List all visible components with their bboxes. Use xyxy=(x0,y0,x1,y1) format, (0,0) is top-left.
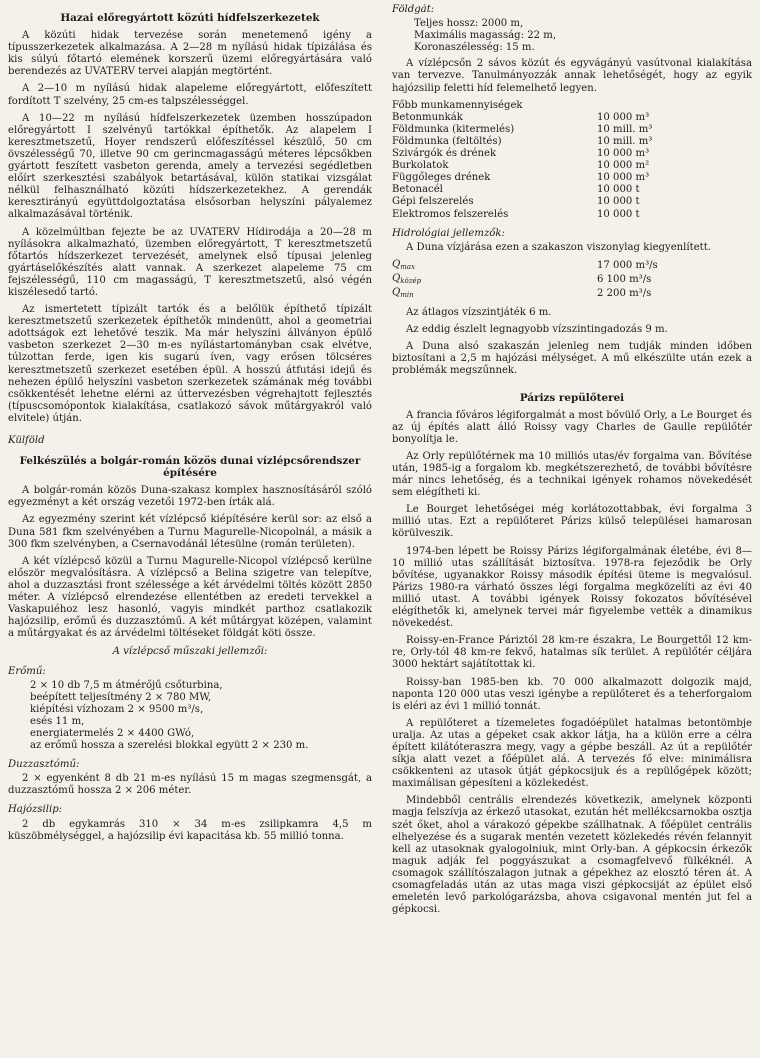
flow-symbol xyxy=(392,273,597,287)
flow-symbol xyxy=(392,259,597,273)
article-title-bridges: Hazai előregyártott közúti hídfelszerkezetek xyxy=(60,12,320,24)
paragraph: Roissy-en-France Páriztól 28 km-re északra, Le Bourgettől 12 km-re, Orly-tól 48 km-re fekvő, hatalmas sík terület. A repülőtér céljára 3000 hektárt sajátítottak ki. xyxy=(392,635,752,671)
paragraph: Az átlagos vízszintjáték 6 m. xyxy=(406,307,552,319)
flow-symbol-subscript: közép xyxy=(400,276,422,285)
section-rubric: Külföld xyxy=(8,435,45,446)
paragraph: A Duna vízjárása ezen a szakaszon viszonylag kiegyenlített. xyxy=(406,241,711,253)
table-row xyxy=(392,273,752,287)
flows-table xyxy=(392,259,752,301)
hydrology-heading: Hidrológiai jellemzők: xyxy=(392,227,505,239)
table-row xyxy=(392,124,752,136)
table-row xyxy=(392,287,752,301)
table-row xyxy=(392,184,752,196)
list-item: Koronaszélesség: 15 m. xyxy=(414,42,535,54)
paragraph: 2 × egyenként 8 db 21 m-es nyílású 15 m magas szegmensgát, a duzzasztómű hossza 2 × 206 méter. xyxy=(8,773,372,797)
list-item: Teljes hossz: 2000 m, xyxy=(414,18,524,30)
article-title-danube: Felkészülés a bolgár-román közös dunai vízlépcsőrendszer építésére xyxy=(19,455,361,480)
quantities-heading: Főbb munkamennyiségek xyxy=(392,99,523,111)
weir-heading: Duzzasztómű: xyxy=(8,759,80,771)
quantity-value: 10 000 m³ xyxy=(597,172,650,184)
table-row xyxy=(392,209,752,221)
paragraph: Mindebből centrális elrendezés következik, amelynek központi magja felszívja az érkező utasokat, ezután hét mellékcsarnokba osztja szét őket, ahol a várakozó gépekbe szállhatnak. A főépület centrális elhelyezése és a sugarak mentén vezetett közlekedés révén felannyit kell az utasoknak gyalogolniuk, mint Orly-ban. A gépkocsin érkezők maguk adják fel poggyászukat a csomagfelvevő fülkéknél. A csomagok szállítószalagon jutnak a gépekhez az elosztó téren át. A csomagfeladás után az utas maga viszi gépkocsiját az épület első emeletén levő parkológarázsba, ahova csigavonal mentén jut fel a gépkocsi. xyxy=(392,795,752,916)
paragraph: A 10—22 m nyílású hídfelszerkezetek üzemben hosszúpadon előregyártott I szelvényű tartókkal építhetők. Az alapelem I keresztmetszetű, Hoyer rendszerű előfeszítéssel készülő, 50 cm övszélességű 70, illetve 90 cm gerincmagasságú méteres lépcsőkben gyártott feszített vasbeton gerenda, amely a tervezési segédletben előírt szerkesztési szabályok betartásával, külön statikai vizsgálat nélkül felhasználható közúti hídszerkezetekhez. A gerendák keresztirányú együttdolgoztatása elsősorban helyszíni pályalemez alkalmazásával történik. xyxy=(8,112,372,221)
flow-symbol-letter: Q xyxy=(392,286,401,298)
list-item: 2 × 10 db 7,5 m átmérőjű csőturbina, xyxy=(30,679,223,691)
list-item: esés 11 m, xyxy=(30,715,85,727)
paragraph: A vízlépcsőn 2 sávos közút és egyvágányú vasútvonal kialakítása van tervezve. Tanulmányozzák annak lehetőségét, hogy az egyik hajózsilip feletti híd felemelhető legyen. xyxy=(392,58,752,94)
lock-heading: Hajózsilip: xyxy=(8,804,63,816)
list-item: energiatermelés 2 × 4400 GWó, xyxy=(30,727,195,739)
power-plant-list xyxy=(30,680,372,753)
earth-dam-list xyxy=(414,18,752,54)
list-item: Maximális magasság: 22 m, xyxy=(414,30,557,42)
specs-heading: A vízlépcső műszaki jellemzői: xyxy=(112,646,268,658)
paragraph: Roissy-ban 1985-ben kb. 70 000 alkalmazott dolgozik majd, naponta 120 000 utas veszi igénybe a repülőteret és a teherforgalom is eléri az évi 1 millió tonnát. xyxy=(392,676,752,712)
right-column xyxy=(380,4,760,1058)
list-item: az erőmű hossza a szerelési blokkal együtt 2 × 230 m. xyxy=(30,740,309,752)
flow-symbol-letter: Q xyxy=(392,258,401,270)
quantities-table xyxy=(392,112,752,221)
quantity-value: 10 mill. m³ xyxy=(597,123,653,135)
quantity-label: Gépi felszerelés xyxy=(392,196,474,208)
quantity-value: 10 000 m³ xyxy=(597,111,650,123)
table-row xyxy=(392,148,752,160)
quantity-label: Függőleges drének xyxy=(392,172,491,184)
paragraph: 2 db egykamrás 310 × 34 m-es zsilipkamra 4,5 m küszöbmélységgel, a hajózsilip évi kapacitása kb. 55 millió tonna. xyxy=(8,818,372,842)
paragraph: A két vízlépcső közül a Turnu Magurelle-Nicopol vízlépcső kerülne először megvalósításra. A vízlépcső a Belina szigetre van telepítve, ahol a duzzasztási front szélessége a két árvédelmi töltés között 2850 méter. A vízlépcső elrendezése ellentétben az eredeti tervekkel a Vaskapuiéhoz lesz hasonló, vagyis mindkét parthoz csatlakozik hajózsilip, erőmű és duzzasztómű. A két műtárgyat középen, valamint a műtárgyakat és az árvédelmi töltéseket földgát köti össze. xyxy=(8,555,372,640)
quantity-label: Szivárgók és drének xyxy=(392,148,497,160)
paragraph: 1974-ben lépett be Roissy Párizs légiforgalmának életébe, évi 8—10 millió utas szállítását biztosítva. 1978-ra fejeződik be Orly bővítése, ugyanakkor Roissy második építési üteme is megvalósul. Párizs 1980-ra várható összes légi forgalma megközelíti az évi 40 millió utast. A további igények Roissy fokozatos bővítésével elégíthetők ki, amelynek tervei már figyelembe vették a dinamikus növekedést. xyxy=(392,545,752,630)
flow-value: 6 100 m³/s xyxy=(597,273,652,285)
quantity-value: 10 000 m² xyxy=(597,160,650,172)
earth-dam-heading: Földgát: xyxy=(392,4,435,15)
quantity-label: Elektromos felszerelés xyxy=(392,208,509,220)
quantity-label: Földmunka (kitermelés) xyxy=(392,123,515,135)
list-item: kiépítési vízhozam 2 × 9500 m³/s, xyxy=(30,703,204,715)
quantity-value: 10 000 m³ xyxy=(597,148,650,160)
flow-symbol-letter: Q xyxy=(392,272,401,284)
left-column xyxy=(0,4,380,1058)
list-item: beépített teljesítmény 2 × 780 MW, xyxy=(30,691,212,703)
paragraph: Az Orly repülőtérnek ma 10 milliós utas/év forgalma van. Bővítése után, 1985-ig a forgalom kb. megkétszerezhető, de további bővítésre már nincs lehetőség, és a technikai igények rohamos növekedését sem elégítheti ki. xyxy=(392,450,752,499)
quantity-value: 10 000 t xyxy=(597,208,640,220)
table-row xyxy=(392,112,752,124)
flow-symbol-subscript: min xyxy=(400,290,414,299)
article-title-paris: Párizs repülőterei xyxy=(519,391,625,404)
paragraph: A francia főváros légiforgalmát a most bővülő Orly, a Le Bourget és az új építés alatt álló Roissy vagy Charles de Gaulle repülőtér bonyolítja le. xyxy=(392,409,752,445)
table-row xyxy=(392,136,752,148)
paragraph: A 2—10 m nyílású hidak alapeleme előregyártott, előfeszített fordított T szelvény, 25 cm-es talpszélességgel. xyxy=(8,83,372,107)
paragraph: Le Bourget lehetőségei még korlátozottabbak, évi forgalma 3 millió utas. Ezt a repülőteret Párizs külső települései hamarosan körülveszik. xyxy=(392,504,752,540)
flow-symbol-subscript: max xyxy=(400,262,416,271)
paragraph: A bolgár-román közös Duna-szakasz komplex hasznosításáról szóló egyezményt a két ország vezetői 1972-ben írták alá. xyxy=(8,485,372,509)
power-plant-heading: Erőmű: xyxy=(8,665,46,677)
table-row xyxy=(392,259,752,273)
quantity-label: Földmunka (feltöltés) xyxy=(392,135,502,147)
quantity-label: Betonmunkák xyxy=(392,111,463,123)
paragraph: Az ismertetett típizált tartók és a belőlük építhető típizált keresztmetszetű szerkezetek építhetők mindenütt, ahol a geometriai adottságok ezt lehetővé teszik. Ma már helyszíni állványon épülő vasbeton szerkezet 2—30 m-es nyílástartományban csak elvétve, túlzottan ferde, igen kis sugarú íven, vagy erősen tölcséres keresztmetszetű szerkezet esetében épül. A hosszú átfutási idejű és nehezen épülő helyszíni vasbeton szerkezetek számának még további csökkentését lehetne elérni az úttervezésben végrehajtott fejlesztés (típuscsomópontok kialakítása, csatlakozó sávok műtárgyakról való elvitele) útján. xyxy=(8,304,372,424)
quantity-value: 10 000 t xyxy=(597,196,640,208)
paragraph: A repülőteret a tízemeletes fogadóépület hatalmas betontömbje uralja. Az utas a gépeket csak akkor látja, ha a külön erre a célra épített kilátóteraszra megy, vagy a gépbe beszáll. Az út a repülőtér síkja alatt vezet a főépület alá. A tervezés fő elve: minimálisra csökkenteni az utasok útját gépkocsijuk és a repülőgépek között; maximálisan gépesíteni a közlekedést. xyxy=(392,717,752,790)
flow-value: 2 200 m³/s xyxy=(597,287,652,299)
flow-value: 17 000 m³/s xyxy=(597,259,658,271)
quantity-label: Burkolatok xyxy=(392,160,449,172)
paragraph: Az egyezmény szerint két vízlépcső kiépítésére kerül sor: az első a Duna 581 fkm szelvényében a Turnu Magurelle-Nicopolnál, a másik a 300 fkm szelvényben, a Csernavodánál létesülne (román területen). xyxy=(8,514,372,550)
paragraph: A közúti hidak tervezése során menetemenő igény a típusszerkezetek alkalmazása. A 2—28 m nyílású hidak típizálása és kis súlyú főtartó elemének korszerű üzemi előregyártására való berendezés az UVATERV tervei alapján megtörtént. xyxy=(8,30,372,78)
paragraph: A közelmúltban fejezte be az UVATERV Hídirodája a 20—28 m nyílásokra alkalmazható, üzemben előregyártott, T keresztmetszetű főtartós hídszerkezet tervezését, amelynek első típusai jelenleg gyártáselőkészítés alatt vannak. A szerkezet alapeleme 75 cm fejszélességű, 110 cm magasságú, T keresztmetszetű, alsó végén kiszélesedő tartó. xyxy=(8,226,372,298)
flow-symbol xyxy=(392,287,597,301)
quantity-value: 10 000 t xyxy=(597,184,640,196)
table-row xyxy=(392,172,752,184)
quantity-value: 10 mill. m³ xyxy=(597,135,653,147)
quantity-label: Betonacél xyxy=(392,184,443,196)
table-row xyxy=(392,196,752,208)
paragraph: Az eddig észlelt legnagyobb vízszintingadozás 9 m. xyxy=(406,324,668,336)
paragraph: A Duna alsó szakaszán jelenleg nem tudják minden időben biztosítani a 2,5 m hajózási mélységet. A mű elkészülte után ezek a problémák megszűnnek. xyxy=(392,341,752,377)
table-row xyxy=(392,160,752,172)
